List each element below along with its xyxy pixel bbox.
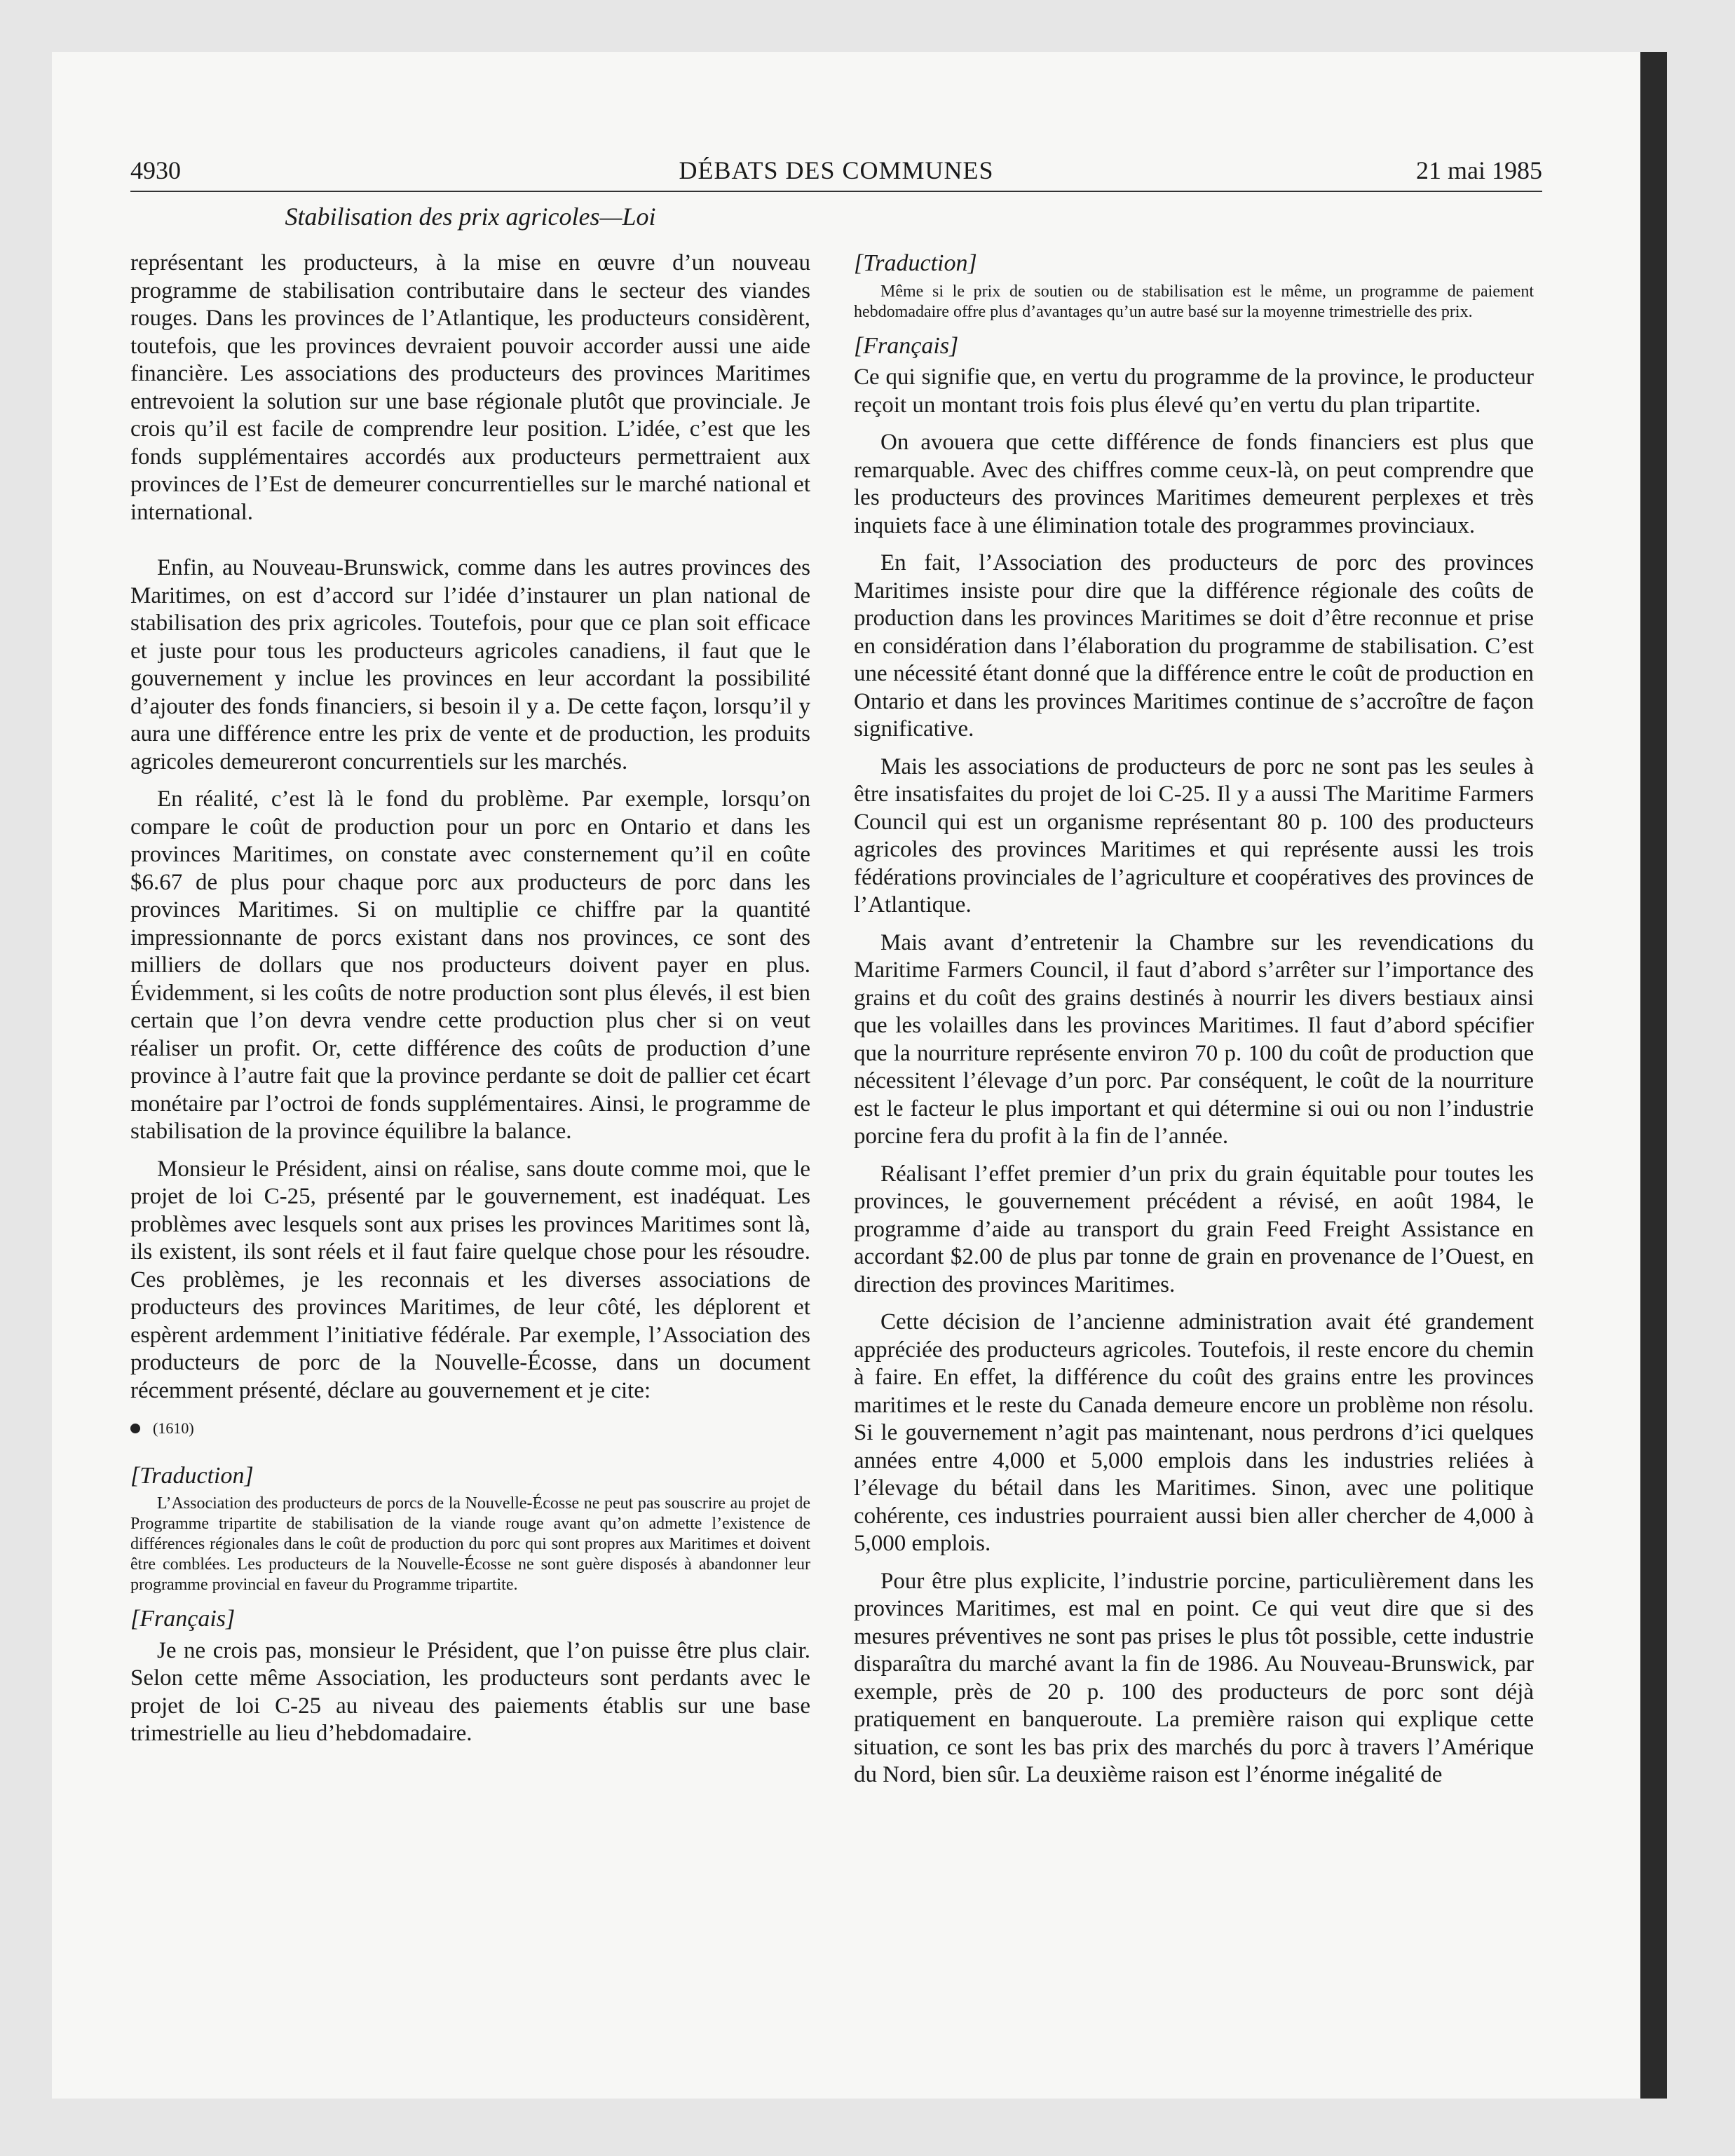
bullet-icon [130, 1424, 140, 1433]
left-column [130, 250, 810, 1758]
paragraph: Pour être plus explicite, l’industrie porcine, particulièrement dans les provinces Maritimes, est mal en point. Ce qui veut dire que si des mesures préventives ne sont pas prises le plus tôt possible, cette industrie disparaîtra du marché avant la fin de 1986. Au Nouveau-Brunswick, par exemple, près de 20 p. 100 des producteurs de porc sont déjà pratiquement en banqueroute. La première raison qui explique cette situation, ce sont les bas prix des marchés du porc à travers l’Amérique du Nord, bien sûr. La deuxième raison est l’énorme inégalité de [854, 1568, 1534, 1787]
page-date: 21 mai 1985 [1416, 156, 1542, 184]
language-rubric: [Traduction] [854, 250, 977, 276]
page-header [130, 156, 1542, 192]
language-rubric: [Français] [130, 1606, 236, 1632]
paragraph: Ce qui signifie que, en vertu du programme de la province, le producteur reçoit un montant trois fois plus élevé qu’en vertu du plan tripartite. [854, 364, 1534, 418]
publication-title: DÉBATS DES COMMUNES [679, 156, 994, 184]
paragraph: Je ne crois pas, monsieur le Président, que l’on puisse être plus clair. Selon cette même Association, les producteurs sont perdants avec le projet de loi C-25 au niveau des paiements établis sur une base trimestrielle au lieu d’hebdomadaire. [130, 1637, 810, 1746]
block-quote: Même si le prix de soutien ou de stabilisation est le même, un programme de paiement hebdomadaire offre plus d’avantages qu’un autre basé sur la moyenne trimestrielle des prix. [854, 282, 1534, 321]
paragraph: Cette décision de l’ancienne administration avait été grandement appréciée des producteurs agricoles. Toutefois, il reste encore du chemin à faire. En effet, la différence du coût des grains entre les provinces maritimes et le reste du Canada demeure encore un problème non résolu. Si le gouvernement n’agit pas maintenant, nous perdrons d’ici quelques années entre 4,000 et 5,000 emplois dans les industries reliées à l’élevage du bétail dans les Maritimes. Sinon, avec une politique cohérente, ces industries pourraient aussi bien aller chercher de 4,000 à 5,000 emplois. [854, 1309, 1534, 1556]
paragraph: Monsieur le Président, ainsi on réalise, sans doute comme moi, que le projet de loi C-25, présenté par le gouvernement, est inadéquat. Les problèmes avec lesquels sont aux prises les provinces Maritimes sont là, ils existent, ils sont réels et il faut faire quelque chose pour les résoudre. Ces problèmes, je les reconnais et les diverses associations de producteurs des provinces Maritimes, de leur côté, les déplorent et espèrent ardemment l’initiative fédérale. Par exemple, l’Association des producteurs de porc de la Nouvelle-Écosse, dans un document récemment présenté, déclare au gouvernement et je cite: [130, 1156, 810, 1403]
paragraph: En réalité, c’est là le fond du problème. Par exemple, lorsqu’on compare le coût de production pour un porc en Ontario et dans les provinces Maritimes, on constate avec consternement qu’il en coûte $6.67 de plus pour chaque porc aux producteurs de porc dans les provinces Maritimes. Si on multiplie ce chiffre par la quantité impressionnante de porcs existant dans nos provinces, ce sont des milliers de dollars que nos producteurs doivent payer en plus. Évidemment, si les coûts de notre production sont plus élevés, il est bien certain que l’on devra vendre cette production plus cher si on veut réaliser un profit. Or, cette différence des coûts de production d’une province à l’autre fait que la province perdante se doit de pallier cet écart monétaire par l’octroi de fonds supplémentaires. Ainsi, le programme de stabilisation de la province équilibre la balance. [130, 786, 810, 1144]
language-rubric: [Français] [854, 332, 959, 359]
block-quote: L’Association des producteurs de porcs de la Nouvelle-Écosse ne peut pas souscrire au projet de Programme tripartite de stabilisation de la viande rouge avant qu’on admette l’existence de différences régionales dans le coût de production du porc qui sont propres aux Maritimes et doivent être comblées. Les producteurs de la Nouvelle-Écosse ne sont guère disposés à abandonner leur programme provincial en faveur du Programme tripartite. [130, 1494, 810, 1594]
right-column [854, 250, 1534, 1799]
language-rubric: [Traduction] [130, 1462, 254, 1489]
paragraph: Réalisant l’effet premier d’un prix du grain équitable pour toutes les provinces, le gouvernement précédent a révisé, en août 1984, le programme d’aide au transport du grain Feed Freight Assistance en accordant $2.00 de plus par tonne de grain en provenance de l’Ouest, en direction des provinces Maritimes. [854, 1161, 1534, 1297]
page-number: 4930 [130, 156, 181, 184]
paragraph: représentant les producteurs, à la mise en œuvre d’un nouveau programme de stabilisation contributaire dans le secteur des viandes rouges. Dans les provinces de l’Atlantique, les producteurs considèrent, toutefois, que les provinces devraient pouvoir accorder aussi une aide financière. Les associations des producteurs des provinces Maritimes entrevoient la solution sur une base régionale plutôt que provinciale. Je crois qu’il est facile de comprendre leur position. L’idée, c’est que les fonds supplémentaires accordés aux producteurs permettraient aux provinces de l’Est de demeurer concurrentielles sur le marché national et international. [130, 250, 810, 525]
paragraph: En fait, l’Association des producteurs de porc des provinces Maritimes insiste pour dire que la différence régionale des coûts de production dans les provinces Maritimes se doit d’être reconnue et prise en considération dans l’élaboration du programme de stabilisation. C’est une nécessité étant donné que la différence entre le coût de production en Ontario et dans les provinces Maritimes continue de s’accroître de façon significative. [854, 550, 1534, 742]
paragraph: Mais les associations de producteurs de porc ne sont pas les seules à être insatisfaites du projet de loi C-25. Il y a aussi The Maritime Farmers Council qui est un organisme représentant 80 p. 100 des producteurs agricoles des provinces Maritimes et qui représente aussi les trois fédérations provinciales de l’agriculture et coopératives des provinces de l’Atlantique. [854, 753, 1534, 917]
time-marker [130, 1414, 810, 1442]
paragraph: On avouera que cette différence de fonds financiers est plus que remarquable. Avec des chiffres comme ceux-là, on peut comprendre que les producteurs des provinces Maritimes demeurent perplexes et très inquiets face à une élimination totale des programmes provinciaux. [854, 430, 1534, 538]
time-marker-text: (1610) [153, 1419, 194, 1437]
paragraph: Enfin, au Nouveau-Brunswick, comme dans les autres provinces des Maritimes, on est d’accord sur l’idée d’instaurer un plan national de stabilisation des prix agricoles. Toutefois, pour que ce plan soit efficace et juste pour tous les producteurs agricoles canadiens, il faut que le gouvernement y inclue les provinces en leur accordant la possibilité d’ajouter des fonds financiers, si besoin il y a. De cette façon, lorsqu’il y aura une différence entre les prix de vente et de production, les produits agricoles demeureront concurrentiels sur les marchés. [130, 555, 810, 775]
paragraph: Mais avant d’entretenir la Chambre sur les revendications du Maritime Farmers Council, il faut d’abord s’arrêter sur l’importance des grains et du coût des grains destinés à nourrir les divers bestiaux ainsi que les volailles dans les provinces Maritimes. Il faut d’abord spécifier que la nourriture représente environ 70 p. 100 du coût de production que nécessitent l’élevage d’un porc. Par conséquent, le coût de la nourriture est le facteur le plus important et qui détermine si oui ou non l’industrie porcine fera du profit à la fin de l’année. [854, 929, 1534, 1149]
section-subheading: Stabilisation des prix agricoles—Loi [285, 203, 656, 231]
scan-edge-bar [1640, 52, 1667, 2099]
